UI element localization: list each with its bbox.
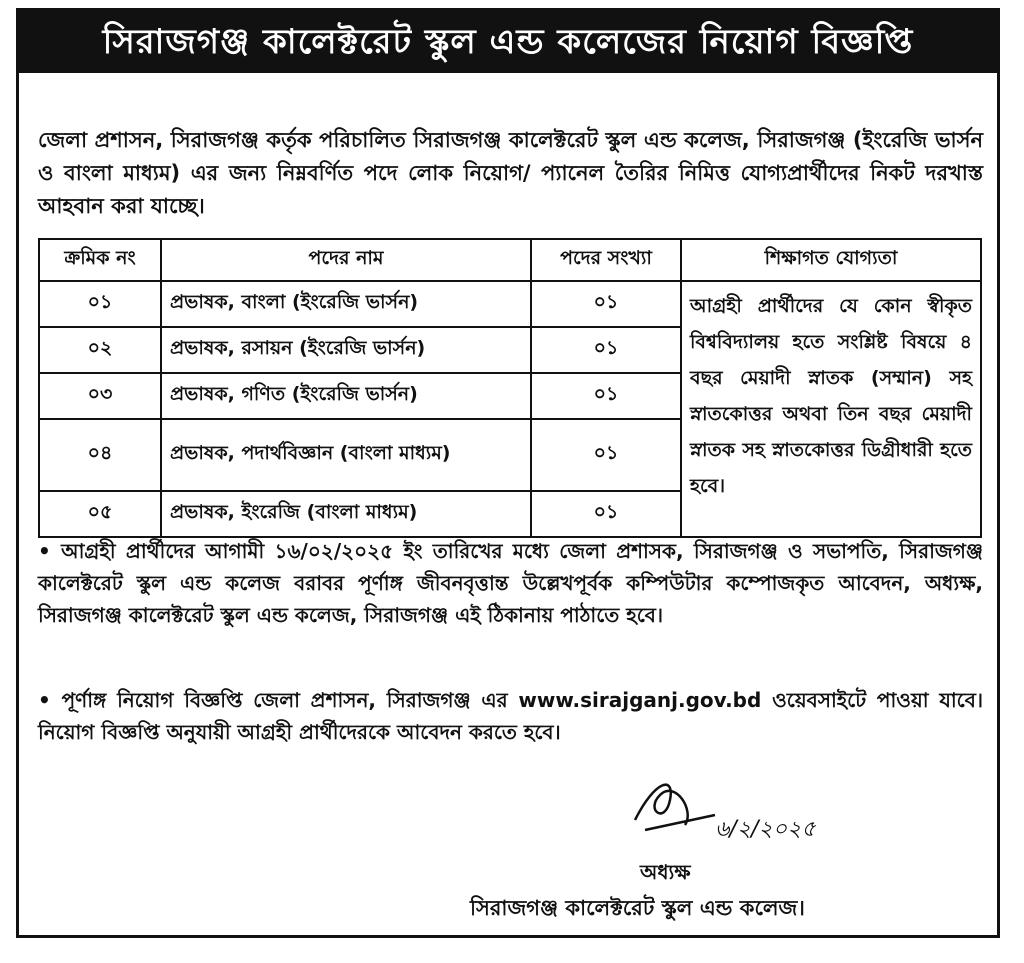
serial: ০৫ bbox=[39, 491, 161, 537]
header-post: পদের নাম bbox=[161, 239, 531, 281]
post-name: প্রভাষক, গণিত (ইংরেজি ভার্সন) bbox=[161, 373, 531, 419]
signature-date: ৬/২/২০২৫ bbox=[715, 817, 816, 842]
serial: ০৪ bbox=[39, 419, 161, 491]
college-name: সিরাজগঞ্জ কালেক্টরেট স্কুল এন্ড কলেজ। bbox=[470, 896, 805, 920]
post-count: ০১ bbox=[531, 327, 681, 373]
intro-paragraph: জেলা প্রশাসন, সিরাজগঞ্জ কর্তৃক পরিচালিত সিরাজগঞ্জ কালেক্টরেট স্কুল এন্ড কলেজ, সিরাজগঞ্জ (ইংরেজি ভার্সন ও বাংলা মাধ্যম) এর জন্য নিম্নবর্ণিত পদে লোক নিয়োগ/ প্যানেল তৈরির নিমিত্ত যোগ্যপ্রার্থীদের নিকট দরখাস্ত আহবান করা যাচ্ছে। bbox=[38, 128, 983, 218]
signature bbox=[625, 770, 725, 840]
serial: ০৩ bbox=[39, 373, 161, 419]
post-count: ০১ bbox=[531, 373, 681, 419]
vacancy-table bbox=[38, 238, 982, 538]
post-count: ০১ bbox=[531, 281, 681, 327]
serial: ০১ bbox=[39, 281, 161, 327]
website-bullet: • পূর্ণাঙ্গ নিয়োগ বিজ্ঞপ্তি জেলা প্রশাসন, সিরাজগঞ্জ এর www.sirajganj.gov.bd ওয়েবসাইটে পাওয়া যাবে। নিয়োগ বিজ্ঞপ্তি অনুযায়ী আগ্রহী প্রার্থীদেরকে আবেদন করতে হবে। bbox=[38, 688, 983, 744]
header-serial: ক্রমিক নং bbox=[39, 239, 161, 281]
qualification: আগ্রহী প্রার্থীদের যে কোন স্বীকৃত বিশ্ববিদ্যালয় হতে সংশ্লিষ্ট বিষয়ে ৪ বছর মেয়াদী স্নাতক (সম্মান) সহ স্নাতকোত্তর অথবা তিন বছর মেয়াদী স্নাতক সহ স্নাতকোত্তর ডিগ্রীধারী হতে হবে। bbox=[681, 281, 981, 537]
post-name: প্রভাষক, রসায়ন (ইংরেজি ভার্সন) bbox=[161, 327, 531, 373]
instruction-bullet: • আগ্রহী প্রার্থীদের আগামী ১৬/০২/২০২৫ ইং তারিখের মধ্যে জেলা প্রশাসক, সিরাজগঞ্জ ও সভাপতি, সিরাজগঞ্জ কালেক্টরেট স্কুল এন্ড কলেজ বরাবর পূর্ণাঙ্গ জীবনবৃত্তান্ত উল্লেখপূর্বক কম্পিউটার কম্পোজকৃত আবেদন, অধ্যক্ষ, সিরাজগঞ্জ কালেক্টরেট স্কুল এন্ড কলেজ, সিরাজগঞ্জ এই ঠিকানায় পাঠাতে হবে। bbox=[38, 539, 983, 627]
designation: অধ্যক্ষ bbox=[640, 860, 691, 884]
post-name: প্রভাষক, পদার্থবিজ্ঞান (বাংলা মাধ্যম) bbox=[161, 419, 531, 491]
table-header-row bbox=[39, 239, 981, 281]
header-count: পদের সংখ্যা bbox=[531, 239, 681, 281]
post-count: ০১ bbox=[531, 419, 681, 491]
post-name: প্রভাষক, বাংলা (ইংরেজি ভার্সন) bbox=[161, 281, 531, 327]
table-row bbox=[39, 281, 981, 327]
notice-title: সিরাজগঞ্জ কালেক্টরেট স্কুল এন্ড কলেজের নিয়োগ বিজ্ঞপ্তি bbox=[19, 11, 997, 73]
post-name: প্রভাষক, ইংরেজি (বাংলা মাধ্যম) bbox=[161, 491, 531, 537]
post-count: ০১ bbox=[531, 491, 681, 537]
header-qualification: শিক্ষাগত যোগ্যতা bbox=[681, 239, 981, 281]
serial: ০২ bbox=[39, 327, 161, 373]
